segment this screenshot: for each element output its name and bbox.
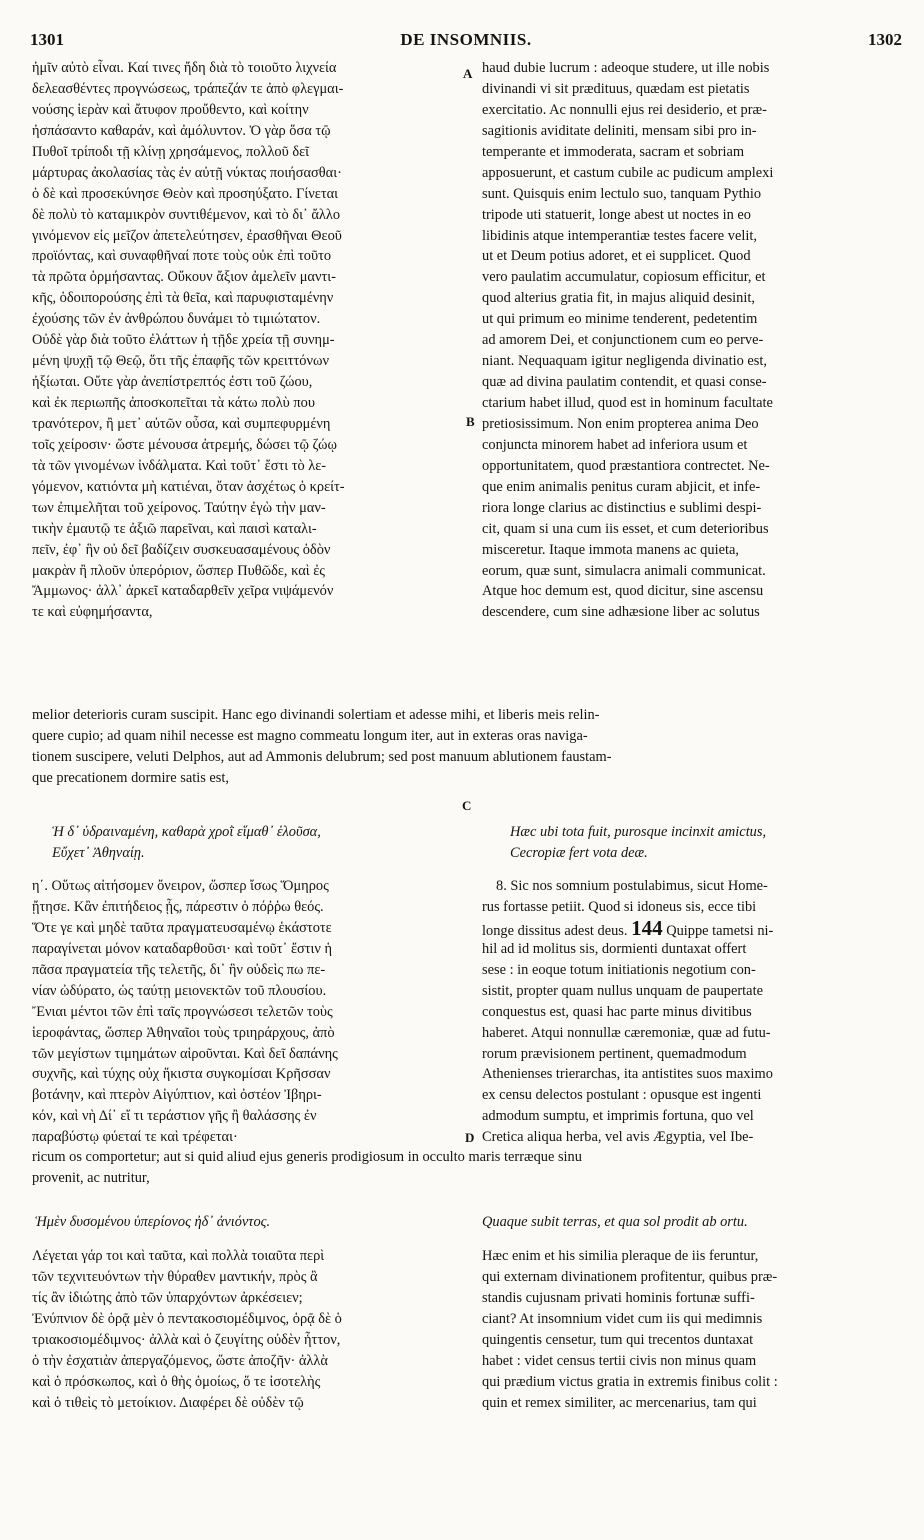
text-line: τὰ τῶν γινομένων ἰνδάλματα. Καὶ τοῦτ᾽ ἔστι τὸ λε- <box>32 457 327 474</box>
text-line: νούσης ἱερὰν καὶ ἄτυφον προὔθεντο, καὶ κοίτην <box>32 101 309 118</box>
paragraph-start <box>482 876 900 897</box>
text-line: haud dubie lucrum : adeoque studere, ut ille nobis <box>482 60 770 76</box>
quote-line: Ἡ δ᾽ ὑδραιναμένη, καθαρὰ χροῒ εἵμαθ᾽ ἑλοῦσα, <box>52 824 321 840</box>
text-line: Cretica aliqua herba, vel avis Ægyptia, vel Ibe- <box>482 1129 754 1146</box>
margin-marker-d: D <box>465 1130 475 1145</box>
text-line: tripode uti statuerit, longe abest ut noctes in eo <box>482 206 751 223</box>
text-line <box>482 918 900 939</box>
greek-column-1 <box>32 58 462 623</box>
text-line: ὁ τὴν ἐσχατιὰν ἀπεργαζόμενος, ὥστε ἀποζῆν· ἀλλὰ <box>32 1352 328 1369</box>
text-line: Ἔνιαι μέντοι τῶν ἐπὶ ταῖς προγνώσεσι τελετῶν τοὺς <box>32 1003 333 1020</box>
text-line: hil ad id molitus sis, dormienti duntaxat offert <box>482 940 747 957</box>
text-line: τρανότερον, ἢ μετ᾽ αὐτῶν οὖσα, καὶ συμπεφυρμένη <box>32 415 331 432</box>
text-line: rus fortasse petiit. Quod si idoneus sis, ecce tibi <box>482 898 757 915</box>
text-line: riora longe clarius ac distinctius e sublimi despi- <box>482 499 762 516</box>
text-line: τε καὶ εὐφημήσαντα, <box>32 604 153 621</box>
text-line: quod alterius gratia fit, in majus aliquid desinit, <box>482 290 755 307</box>
latin-column-3 <box>482 1246 900 1414</box>
text-line: παραβύστῳ φύεταί τε καὶ τρέφεται· <box>32 1129 238 1146</box>
greek-quote-2 <box>35 1212 465 1233</box>
text-span: Quippe tametsi ni- <box>662 922 774 939</box>
text-line: Οὐδὲ γὰρ διὰ τοῦτο ἐλάττων ἡ τῇδε χρεία τῇ συνημ- <box>32 332 335 349</box>
quote-line: Quaque subit terras, et qua sol prodit ab ortu. <box>482 1214 748 1230</box>
text-line: Athenienses trierarchas, ita antistites suos maximo <box>482 1066 773 1083</box>
text-line: tionem suscipere, veluti Delphos, aut ad Ammonis delubrum; sed post manuum ablutionem faustam- <box>32 749 612 765</box>
text-line: γινόμενον εἰς μεῖζον ἀπετελεύτησεν, ἐρασθῆναι Θεοῦ <box>32 227 342 244</box>
text-line: provenit, ac nutritur, <box>32 1170 150 1186</box>
quote-line: Cecropiæ fert vota deæ. <box>510 844 648 861</box>
text-line: conjuncta minorem habet ad inferiora usum et <box>482 436 748 453</box>
latin-column-1 <box>482 58 900 623</box>
text-line: libidinis atque intemperantiæ testes facere velit, <box>482 227 757 244</box>
text-line: habet : videt census tertii civis non minus quam <box>482 1352 757 1369</box>
quote-line: Hæc ubi tota fuit, purosque incinxit amictus, <box>510 824 767 840</box>
text-line: niant. Nequaquam igitur negligenda divinatio est, <box>482 353 767 370</box>
text-line: melior deterioris curam suscipit. Hanc ego divinandi solertiam et adesse mihi, et liberis meis relin- <box>32 707 600 723</box>
text-line: quingentis censetur, tum qui trecentos duntaxat <box>482 1331 754 1348</box>
margin-marker-b: B <box>466 414 475 429</box>
latin-quote-1 <box>510 822 924 864</box>
running-header <box>30 30 902 54</box>
text-line: ἱεροφάντας, ὥσπερ Ἀθηναῖοι τοὺς τριηράρχους, ἀπὸ <box>32 1024 335 1041</box>
text-line: ad amorem Dei, et conjunctionem cum eo perve- <box>482 332 764 349</box>
text-line: τὰ πρῶτα ὁρμήσαντας. Οὔκουν ἄξιον ἀμελεῖν μαντι- <box>32 269 336 286</box>
text-line: haberet. Atqui nonnullæ cæremoniæ, quæ ad futu- <box>482 1024 771 1041</box>
text-line: ἠξίωται. Οὔτε γὰρ ἀνεπίστρεπτός ἐστι τοῦ ζώου, <box>32 374 313 391</box>
text-line: sagitionis aviditate deliniti, mensam sibi pro in- <box>482 122 757 139</box>
text-line: γόμενον, κατιόντα μὴ κατιέναι, ὅταν ἀσχέτως ὁ κρείτ- <box>32 478 345 495</box>
text-line: τοῖς χείροσιν· ὥστε μένουσα ἀτρεμής, δώσει τῷ ζώῳ <box>32 436 337 453</box>
text-line: sistit, propter quam nullus unquam de paupertate <box>482 982 763 999</box>
text-line: τῶν μεγίστων τιμημάτων αἱροῦνται. Καὶ δεῖ δαπάνης <box>32 1045 338 1062</box>
text-line: Πυθοῖ τρίποδι τῇ κλίνῃ χρησάμενος, πολλοῦ δεῖ <box>32 143 310 160</box>
right-page-number: 1302 <box>868 30 902 49</box>
text-line: opportunitatem, quod præstantiora contrectet. Ne- <box>482 457 770 474</box>
latin-column-2 <box>482 876 900 1148</box>
text-line: Hæc enim et his similia pleraque de iis feruntur, <box>482 1248 759 1264</box>
text-line: ut qui primum eo minime tenderent, pedetentim <box>482 311 758 328</box>
text-line: νίαν ὠδύρατο, ὡς ταύτῃ μειονεκτῶν τοῦ πλουσίου. <box>32 982 327 999</box>
latin-fullwidth-2 <box>32 1147 900 1189</box>
text-line: παραγίνεται μόνον καταδαρθοῦσι· καὶ τοῦτ᾽ ἔστιν ἡ <box>32 940 333 957</box>
text-line: κῆς, ὁδοιπορούσης ἐπὶ τὰ θεῖα, καὶ παρυφισταμένην <box>32 290 334 307</box>
text-line: conquestus est, quasi hac parte minus divitibus <box>482 1003 752 1020</box>
text-line: Ὅτε γε καὶ μηδὲ ταῦτα πραγματευσαμένῳ ἑκάστοτε <box>32 919 332 936</box>
text-line: τικὴν ἐμαυτῷ τε ἀξιῶ παρεῖναι, καὶ παισὶ καταλι- <box>32 520 317 537</box>
text-line: ex censu delectos postulant : opusque est ingenti <box>482 1087 762 1104</box>
text-line: ἡμῖν αὐτὸ εἶναι. Καί τινες ἤδη διὰ τὸ τοιοῦτο λιχνεία <box>32 60 337 76</box>
text-line: των ἐπιμελῆται τοῦ χείρονος. Ταύτην ἐγὼ τὴν μαν- <box>32 499 326 516</box>
text-line: προϊόντας, καὶ συναφθῆναί ποτε τοὺς οὐκ ἐπὶ τοῦτο <box>32 248 332 265</box>
edition-page-number: 144 <box>631 917 663 939</box>
text-line: que enim animalis penitus curam abjicit, et infe- <box>482 478 761 495</box>
text-line: ricum os comportetur; aut si quid aliud ejus generis prodigiosum in occulto maris terræque sinu <box>32 1149 582 1165</box>
text-line: ἐχούσης τῶν ἐν ἀνθρώπου δυνάμει τὸ τιμιώτατον. <box>32 311 321 328</box>
text-line: ctarium habet illud, quod est in hominum facultate <box>482 395 773 411</box>
text-line: πεῖν, ἐφ᾽ ἣν οὐ δεῖ βαδίζειν συσκευασαμένους ὁδὸν <box>32 541 331 558</box>
text-line: quæ ad divina paulatim contendit, et quasi conse- <box>482 374 767 391</box>
section-number: 8. <box>496 878 507 894</box>
text-line: quere cupio; ad quam nihil necesse est magno commeatu longum iter, aut in exteras oras naviga- <box>32 728 588 744</box>
text-line: τριακοσιομέδιμνος· ἀλλὰ καὶ ὁ ζευγίτης οὐδὲν ἧττον, <box>32 1331 341 1348</box>
text-line: ὁ δὲ καὶ προσεκύνησε Θεὸν καὶ προσηύξατο. Γίνεται <box>32 185 339 202</box>
text-line: eorum, quæ sunt, simulacra animali communicat. <box>482 562 766 579</box>
text-line: μακρὰν ἢ πλοῦν ὑπερόριον, ὥσπερ Πυθῶδε, καὶ ἐς <box>32 562 325 579</box>
text-span: longe dissitus adest deus. <box>482 922 632 939</box>
text-line: Λέγεται γάρ τοι καὶ ταῦτα, καὶ πολλὰ τοιαῦτα περὶ <box>32 1248 325 1264</box>
text-line: sunt. Quisquis enim lectulo suo, tanquam Pythio <box>482 185 762 202</box>
text-line: τῶν τεχνιτευόντων τὴν θύραθεν μαντικήν, πρὸς ἃ <box>32 1268 318 1285</box>
greek-column-2 <box>32 876 462 1148</box>
margin-marker-c: C <box>462 798 472 813</box>
text-line: ciant? At insomnium videt cum iis qui medimnis <box>482 1310 763 1327</box>
text-line: quin et remex similiter, ac mercenarius, tam qui <box>482 1394 757 1411</box>
text-line: ἠσπάσαντο καθαράν, καὶ ἀμόλυντον. Ὁ γὰρ ὅσα τῷ <box>32 122 331 139</box>
text-line: qui externam divinationem profitentur, quibus præ- <box>482 1268 778 1285</box>
text-line: ut et Deum potius adoret, et ei supplicet. Quod <box>482 248 751 265</box>
left-page-number: 1301 <box>30 30 64 49</box>
text-line: standis cujusnam privati hominis fortunæ suffi- <box>482 1289 755 1306</box>
text-line: descendere, cum sine adhæsione liber ac solutus <box>482 604 760 621</box>
text-line: que precationem dormire satis est, <box>32 770 230 786</box>
text-line: vero paulatim accumulatur, copiosum efficitur, et <box>482 269 766 286</box>
latin-fullwidth-1 <box>32 705 900 789</box>
text-line: Ἐνύπνιον δὲ ὁρᾷ μὲν ὁ πεντακοσιομέδιμνος, ὁρᾷ δὲ ὁ <box>32 1310 342 1327</box>
text-line: κόν, καὶ νὴ Δί᾽ εἴ τι τεράστιον γῆς ἢ θαλάσσης ἐν <box>32 1108 317 1125</box>
running-title: DE INSOMNIIS. <box>400 30 532 49</box>
quote-line: Ἡμὲν δυσομένου ὑπερίονος ἠδ᾽ ἀνιόντος. <box>35 1214 271 1230</box>
text-line: pretiosissimum. Non enim propterea anima Deo <box>482 415 759 432</box>
text-line: μένη ψυχῇ τῷ Θεῷ, ὅτι τῆς ἐπαφῆς τῶν κρειττόνων <box>32 353 329 370</box>
text-line: misceretur. Itaque immota manens ac quieta, <box>482 541 739 558</box>
text-line: καὶ ὁ πρόσκωπος, καὶ ὁ θὴς ὁμοίως, ὅ τε ἰσοτελὴς <box>32 1373 321 1390</box>
text-line: Atque hoc demum est, quod dicitur, sine ascensu <box>482 583 764 600</box>
text-line: sese : in eoque totum initiationis negotium con- <box>482 961 756 978</box>
margin-marker-a: A <box>463 66 473 81</box>
greek-quote-1 <box>52 822 482 864</box>
text-line: divinandi vi sit prædituus, quædam est pietatis <box>482 80 750 97</box>
text-line: δελεασθέντες προγνώσεως, τράπεζάν τε ἀπὸ φλεγμαι- <box>32 80 344 97</box>
text-line: μάρτυρας ἀκολασίας τὰς ἐν αὐτῇ νύκτας ποιήσασθαι· <box>32 164 342 181</box>
text-line: καὶ ἐκ περιωπῆς ἀποσκοπεῖται τὰ κάτω πολὺ που <box>32 395 315 411</box>
text-line: πᾶσα πραγματεία τῆς τελετῆς, δι᾽ ἣν οὐδεὶς πω πε- <box>32 961 326 978</box>
text-line: apposuerunt, et castum cubile ac pudicum amplexi <box>482 164 774 181</box>
quote-line: Εὔχετ᾽ Ἀθηναίῃ. <box>52 844 145 861</box>
text-line: admodum sumptu, et imprimis fortuna, quo vel <box>482 1108 754 1125</box>
text-line: qui prædium victus gratia in extremis finibus colit : <box>482 1373 778 1390</box>
text-line: καὶ ὁ τιθεὶς τὸ μετοίκιον. Διαφέρει δὲ οὐδὲν τῷ <box>32 1394 304 1411</box>
text-line: συχνῆς, καὶ τύχης οὐχ ἥκιστα συγκομίσαι Κρῆσσαν <box>32 1066 331 1083</box>
text-line: temperante et immoderata, sacram et sobriam <box>482 143 745 160</box>
text-span: Sic nos somnium postulabimus, sicut Home- <box>506 878 768 894</box>
latin-quote-2 <box>482 1212 900 1233</box>
text-line: τίς ἂν ἰδιώτης ἀπὸ τῶν ὑπαρχόντων ἀρκέσειεν; <box>32 1289 303 1306</box>
greek-column-3 <box>32 1246 462 1414</box>
text-line: δὲ πολὺ τὸ καταμικρὸν συντιθέμενον, καὶ τὸ δι᾽ ἄλλο <box>32 206 341 223</box>
text-line: Ἄμμωνος· ἀλλ᾽ ἀρκεῖ καταδαρθεῖν χεῖρα νιψάμενόν <box>32 583 334 600</box>
text-line: η΄. Οὕτως αἰτήσομεν ὄνειρον, ὥσπερ ἴσως Ὅμηρος <box>32 878 329 894</box>
text-line: exercitatio. Ac nonnulli ejus rei desiderio, et præ- <box>482 101 767 118</box>
text-line: rorum prævisionem pertinent, quemadmodum <box>482 1045 747 1062</box>
text-line: ᾔτησε. Κἂν ἐπιτήδειος ᾖς, πάρεστιν ὁ πόῤῥω θεός. <box>32 898 324 915</box>
text-line: βοτάνην, καὶ πτερὸν Αἰγύπτιον, καὶ ὀστέον Ἰβηρι- <box>32 1087 322 1104</box>
text-line: cit, quam si una cum iis esset, et cum deterioribus <box>482 520 769 537</box>
